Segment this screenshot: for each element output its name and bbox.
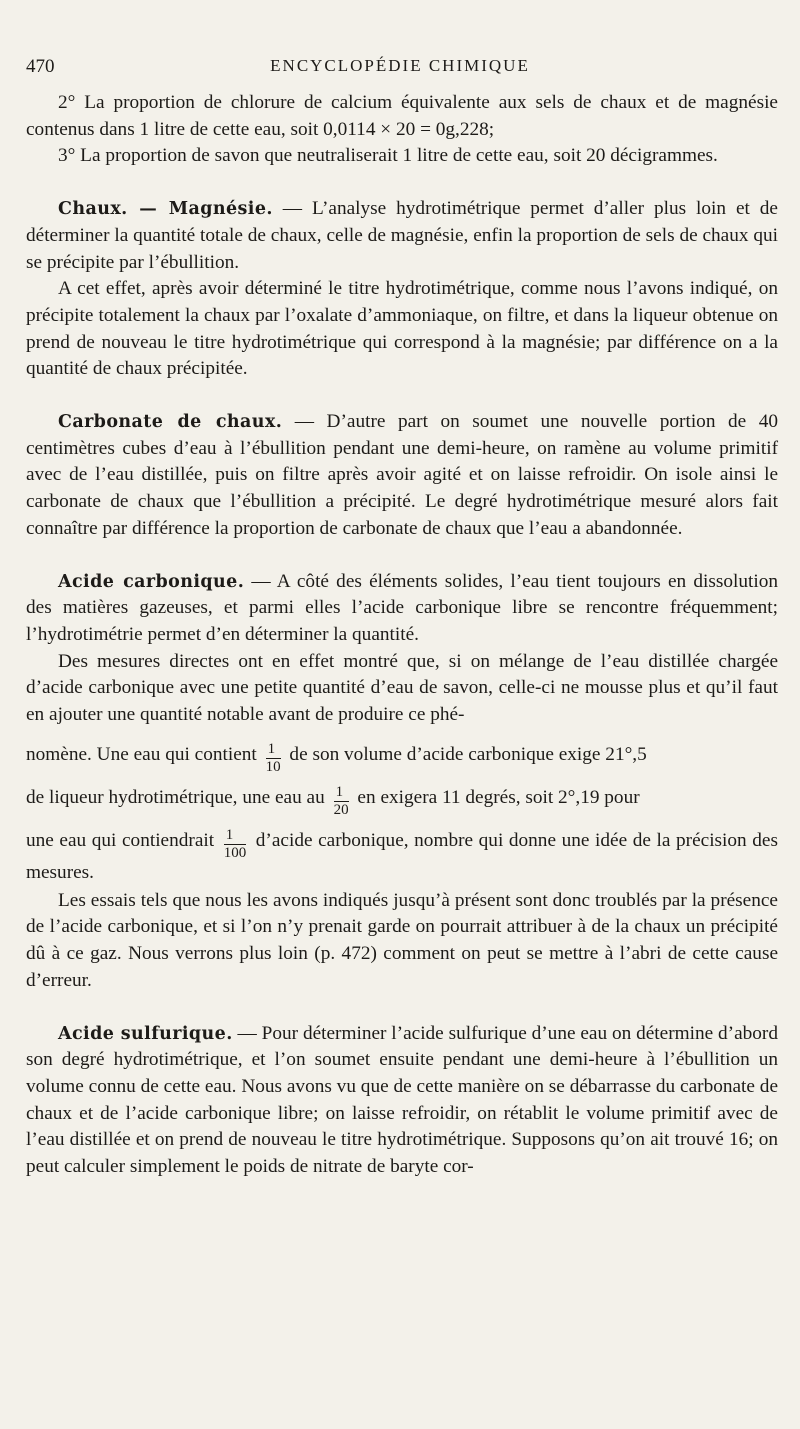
page-body (26, 90, 778, 1181)
text-span: d’acide carbonique, nombre qui donne une idée de la précision des mesures. (26, 829, 778, 883)
page-number: 470 (26, 56, 55, 77)
running-header (26, 52, 774, 82)
text-span: nomène. Une eau qui contient (26, 743, 257, 765)
fraction-denominator: 100 (223, 844, 247, 861)
paragraph-chlorure: 2° La proportion de chlorure de calcium équivalente aux sels de chaux et de magnésie contenus dans 1 litre de cette eau, soit 0,0114 × 20 = 0g,228; (26, 92, 778, 140)
fraction-one-twentieth (334, 785, 349, 818)
text-span: de liqueur hydrotimétrique, une eau au (26, 786, 325, 808)
paragraph-fraction-2 (26, 782, 778, 818)
section-acide-carbonique (26, 569, 778, 649)
paragraph-savon: 3° La proportion de savon que neutraliserait 1 litre de cette eau, soit 20 décigrammes. (58, 145, 718, 167)
section-text: — L’analyse hydrotimétrique permet d’aller plus loin et de déterminer la quantité totale de chaux, celle de magnésie, enfin la proportion de sels de chaux qui se précipite par l’ébullition. (26, 198, 778, 273)
section-text: — A côté des éléments solides, l’eau tient toujours en dissolution des matières gazeuses, et parmi elles l’acide carbonique libre se rencontre fréquemment; l’hydrotimétrie permet d’en déterminer la quantité. (26, 570, 778, 645)
fraction-numerator: 1 (266, 742, 281, 759)
text-span: en exigera 11 degrés, soit 2°,19 pour (357, 786, 640, 808)
section-heading: Acide carbonique. (58, 571, 245, 592)
section-heading: Chaux. — Magnésie. (58, 199, 273, 220)
running-title: ENCYCLOPÉDIE CHIMIQUE (270, 56, 530, 75)
paragraph-mesures: Des mesures directes ont en effet montré que, si on mélange de l’eau distillée chargée d’acide carbonique avec une petite quantité d’eau de savon, celle-ci ne mousse plus et qu’il faut en ajouter une quantité notable avant de produire ce phé- (26, 650, 778, 726)
fraction-denominator: 10 (265, 758, 281, 775)
paragraph-fraction-1 (26, 739, 778, 775)
fraction-one-hundredth (224, 828, 247, 861)
section-heading: Carbonate de chaux. (58, 412, 283, 433)
fraction-numerator: 1 (224, 828, 247, 845)
fraction-denominator: 20 (333, 801, 349, 818)
section-carbonate-de-chaux (26, 409, 778, 543)
paragraph-essais: Les essais tels que nous les avons indiqués jusqu’à présent sont donc troublés par la présence de l’acide carbonique, et si l’on n’y prenait garde on pourrait attribuer à de la chaux un précipité dû à ce gaz. Nous verrons plus loin (p. 472) comment on peut se mettre à l’abri de cette cause d’erreur. (26, 889, 778, 991)
text-span: une eau qui contiendrait (26, 829, 215, 851)
section-heading: Acide sulfurique. (58, 1023, 233, 1044)
paragraph-fraction-3 (26, 825, 778, 888)
fraction-one-tenth (266, 742, 281, 775)
text-span: de son volume d’acide carbonique exige 21°,5 (289, 743, 647, 765)
section-acide-sulfurique (26, 1021, 778, 1181)
paragraph-oxalate: A cet effet, après avoir déterminé le titre hydrotimétrique, comme nous l’avons indiqué, on précipite totalement la chaux par l’oxalate d’ammoniaque, on filtre, et dans la liqueur obtenue on prend de nouveau le titre hydrotimétrique qui correspond à la magnésie; par différence on a la quantité de chaux précipitée. (26, 278, 778, 380)
fraction-numerator: 1 (334, 785, 349, 802)
section-text: — D’autre part on soumet une nouvelle portion de 40 centimètres cubes d’eau à l’ébullition pendant une demi-heure, on ramène au volume primitif avec de l’eau distillée, puis on filtre après avoir agité et on laisse refroidir. On isole ainsi le carbonate de chaux que l’ébullition a précipité. Le degré hydrotimétrique mesuré alors fait connaître par différence la proportion de carbonate de chaux que l’eau a abandonnée. (26, 411, 778, 539)
section-chaux-magnesie (26, 196, 778, 276)
section-text: — Pour déterminer l’acide sulfurique d’une eau on détermine d’abord son degré hydrotimétrique, et l’on soumet ensuite pendant une demi-heure à l’ébullition un volume connu de cette eau. Nous avons vu que de cette manière on se débarrasse du carbonate de chaux et de l’acide carbonique libre; on laisse refroidir, on rétablit le volume primitif avec de l’eau distillée et on prend de nouveau le titre hydrotimétrique. Supposons qu’on ait trouvé 16; on peut calculer simplement le poids de nitrate de baryte cor- (26, 1022, 778, 1178)
